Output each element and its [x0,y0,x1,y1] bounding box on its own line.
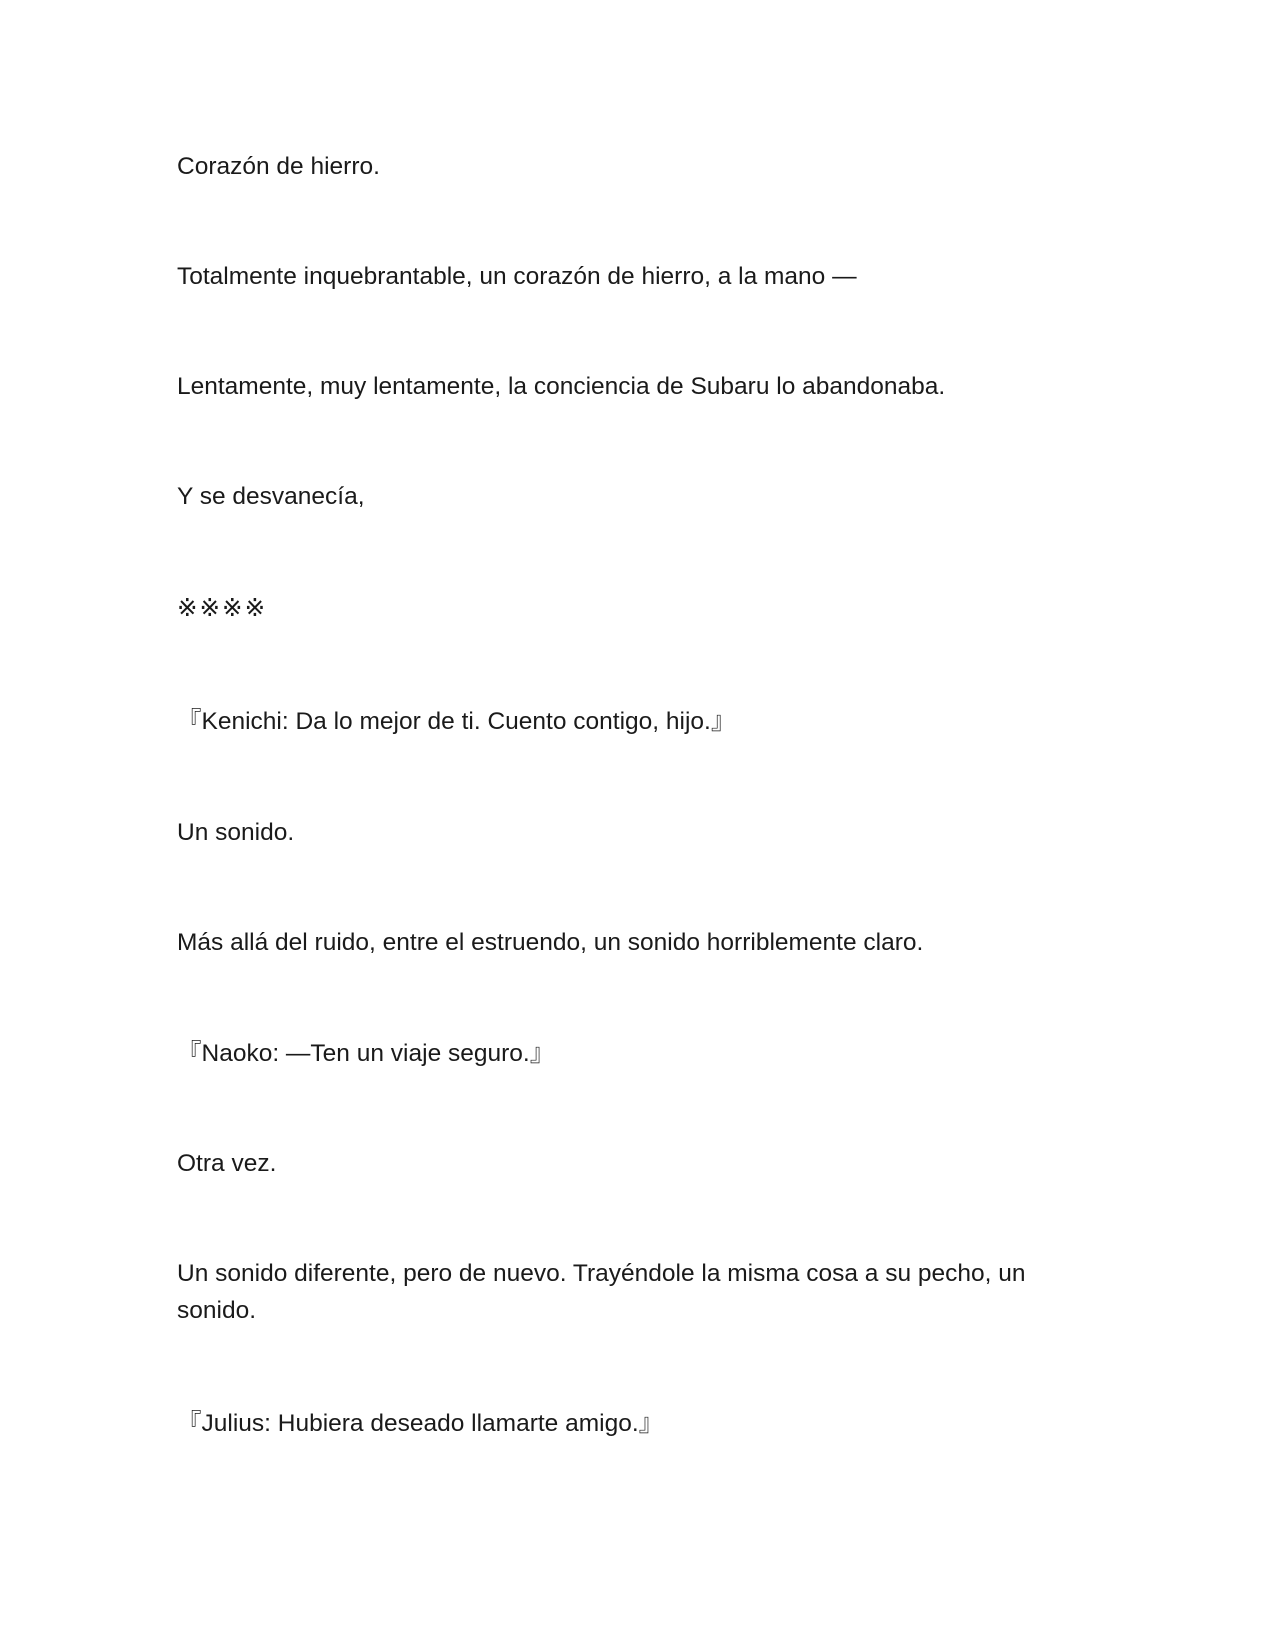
paragraph: Lentamente, muy lentamente, la conciencia de Subaru lo abandonaba. [177,373,946,400]
paragraph: Un sonido diferente, pero de nuevo. Trayéndole la misma cosa a su pecho, un sonido. [177,1260,1033,1324]
dialogue-quote: 『Naoko: —Ten un viaje seguro.』 [177,1040,555,1067]
paragraph: Y se desvanecía, [177,483,365,510]
paragraph: Más allá del ruido, entre el estruendo, un sonido horriblemente claro. [177,929,924,956]
scene-break: ※※※※ [177,595,268,622]
dialogue-quote: 『Julius: Hubiera deseado llamarte amigo.』 [177,1410,664,1437]
dialogue-quote: 『Kenichi: Da lo mejor de ti. Cuento contigo, hijo.』 [177,708,736,735]
paragraph: Corazón de hierro. [177,153,380,180]
paragraph: Otra vez. [177,1150,277,1177]
paragraph: Un sonido. [177,819,295,846]
paragraph: Totalmente inquebrantable, un corazón de hierro, a la mano — [177,263,857,290]
